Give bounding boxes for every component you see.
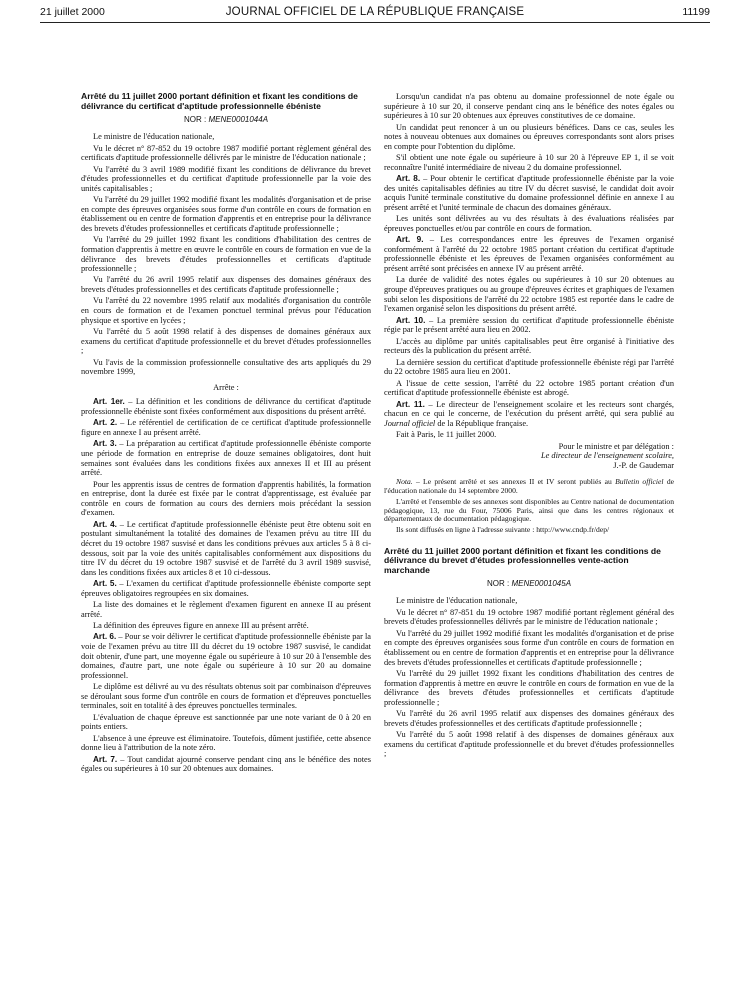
paragraph	[81, 713, 371, 732]
article-text: Les unités sont délivrées au vu des résultats à des évaluations réalisées par épreuves ponctuelles et/ou par contrôle en cours de formation.	[384, 214, 674, 233]
paragraph	[384, 123, 674, 152]
paragraph	[384, 214, 674, 233]
article-11: Art. 11. – Le directeur de l'enseignement scolaire et les recteurs sont chargés, chacun en ce qui le concerne, de l'exécution du présent arrêté, qui sera publié au Journal officiel de la République française.	[384, 399, 674, 428]
article-label: Art. 2.	[93, 418, 118, 428]
article-text: La définition des épreuves figure en annexe III au présent arrêté.	[93, 621, 309, 631]
article-text: S'il obtient une note égale ou supérieure à 10 sur 20 à l'épreuve EP 1, il se voit reconnaître l'unité intermédiaire de niveau 2 du domaine professionnel.	[384, 153, 674, 172]
article-label: Art. 8.	[396, 174, 421, 184]
article-label: Art. 4.	[93, 519, 117, 529]
article-text: L'accès au diplôme par unités capitalisables peut être organisé à l'initiative des recteurs dès la publication du présent arrêté.	[384, 336, 674, 356]
paragraph	[384, 174, 674, 212]
article-text: Lorsqu'un candidat n'a pas obtenu au domaine professionnel de note égale ou supérieure à 10 sur 20, il conserve pendant cinq ans le bénéfice des notes égales ou supérieures à 10 sur 20 obtenues aux épreuves constitutives de ce domaine.	[384, 92, 674, 121]
paragraph	[384, 275, 674, 313]
arrete-heading: Arrête :	[213, 382, 239, 392]
nota-online: Ils sont diffusés en ligne à l'adresse suivante : http://www.cndp.fr/dep/	[396, 524, 610, 534]
paragraph	[81, 600, 371, 619]
header-rule	[40, 22, 710, 23]
fait-a-paris: Fait à Paris, le 11 juillet 2000.	[396, 430, 497, 440]
paragraph	[81, 520, 371, 578]
paragraph: Le ministre de l'éducation nationale,	[93, 132, 215, 142]
page-header	[40, 6, 710, 22]
article-text: – Pour se voir délivrer le certificat d'aptitude professionnelle ébéniste par la voie de l'examen prévu au titre III du décret du 19 octobre 1987 susvisé, le candidat doit obtenir, d'une part, une moyenne égale ou supérieure à 10 sur 20 à l'ensemble des domaines, d'autre part, une note égale ou supérieure à 10 sur 20 au domaine professionnel.	[81, 632, 371, 680]
paragraph: Vu l'arrêté du 29 juillet 1992 modifié fixant les modalités d'organisation et de prise en compte des épreuves organisées sous forme d'un contrôle en cours de formation en établissement ou en centre de formation d'apprentis et en entreprise pour la délivrance des brevets d'études professionnelles et certificats d'aptitude professionnelle ;	[81, 195, 371, 233]
article-text: – Le certificat d'aptitude professionnelle ébéniste peut être obtenu soit en postulant simultanément la totalité des domaines de l'examen prévu au titre III du décret du 19 octobre 1987 susvisé et dans les conditions prévues aux articles 5 à 8 ci-dessous, soit par la voie des unités capitalisables conformément aux dispositions du titre IV du décret du 19 octobre 1987 susvisé et de l'arrêté du 3 avril 1989 susvisé, dans les conditions fixées aux articles 8 et 10 ci-dessous.	[81, 519, 371, 577]
paragraph	[384, 153, 674, 172]
paragraph: Vu l'arrêté du 26 avril 1995 relatif aux dispenses des domaines généraux des brevets d'études professionnelles et des certificats d'aptitude professionnelle ;	[81, 275, 371, 295]
article-text: L'évaluation de chaque épreuve est sanctionnée par une note variant de 0 à 20 en points entiers.	[81, 712, 371, 732]
paragraph: Vu l'arrêté du 22 novembre 1995 relatif aux modalités d'organisation du contrôle en cours de formation et de l'examen ponctuel terminal prévus pour l'éducation physique et sportive en lycées ;	[81, 296, 371, 325]
right-articles	[384, 92, 674, 398]
article-label: Art. 7.	[93, 754, 118, 764]
article-text: La durée de validité des notes égales ou supérieures à 10 sur 20 obtenues au groupe d'épreuves pratiques ou au groupe d'épreuves écrites et graphiques de l'examen subi selon les dispositions de l'arrêté du 22 octobre 1985 est reportée dans le cadre de l'examen organisé selon les dispositions du présent arrêté.	[384, 275, 674, 314]
paragraph	[81, 480, 371, 518]
article-text: – Tout candidat ajourné conserve pendant cinq ans le bénéfice des notes égales ou supérieures à 10 sur 20 obtenues aux domaines.	[81, 754, 371, 774]
article-text: Pour les apprentis issus de centres de formation d'apprentis habilités, la formation en entreprise, dont la durée est fixée par le contrat d'apprentissage, est évaluée par contrôle en cours de formation au cours des derniers mois précédant la session d'examen.	[81, 479, 371, 518]
signature-name: J.-P. de Gaudemar	[613, 460, 674, 470]
paragraph: Vu l'arrêté du 3 avril 1989 modifié fixant les conditions de délivrance du brevet d'études professionnelles et du certificat d'aptitude professionnelle par la voie des unités capitalisables ;	[81, 164, 371, 193]
article-label: Art. 10.	[396, 315, 426, 325]
paragraph	[81, 682, 371, 711]
article-text: – L'examen du certificat d'aptitude professionnelle ébéniste comporte sept épreuves obligatoires regroupées en six domaines.	[81, 579, 371, 598]
paragraph	[81, 579, 371, 598]
journal-title: JOURNAL OFFICIEL DE LA RÉPUBLIQUE FRANÇAISE	[225, 6, 525, 18]
nota: Nota. – Le présent arrêté et ses annexes II et IV seront publiés au Bulletin officiel de l'éducation nationale du 14 septembre 2000.	[384, 477, 674, 496]
paragraph: Le ministre de l'éducation nationale,	[396, 596, 518, 606]
article-text: – La préparation au certificat d'aptitude professionnelle ébéniste comporte une période de formation en entreprise de douze semaines obligatoires, dont huit semaines sont évaluées dans les conditions fixées aux annexes II et III au présent arrêté.	[81, 439, 371, 478]
article-text: Un candidat peut renoncer à un ou plusieurs bénéfices. Dans ce cas, seules les notes à nouveau obtenues aux domaines ou épreuves correspondants sont alors prises en compte pour l'obtention du diplôme.	[384, 122, 674, 151]
article-label: Art. 5.	[93, 579, 117, 589]
article-label: Art. 3.	[93, 439, 117, 449]
paragraph	[81, 397, 371, 416]
nota-availability: L'arrêté et l'ensemble de ses annexes sont disponibles au Centre national de documentation pédagogique, 13, rue du Four, 75006 Paris, ainsi que dans les centres régionaux et départementaux de documentation pédagogique.	[384, 496, 674, 524]
nor-reference-2: NOR : MENE0001045A	[486, 578, 572, 588]
nor-reference-1: NOR : MENE0001044A	[183, 114, 269, 124]
paragraph	[81, 734, 371, 753]
article-text: – La première session du certificat d'aptitude professionnelle ébéniste régie par le présent arrêté aura lieu en 2002.	[384, 315, 675, 335]
right-visas	[384, 596, 674, 758]
paragraph	[81, 418, 371, 437]
header-date: 21 juillet 2000	[40, 6, 105, 18]
paragraph	[384, 379, 674, 398]
article-text: A l'issue de cette session, l'arrêté du 22 octobre 1985 portant création d'un certificat d'aptitude professionnelle ébéniste est abrogé.	[384, 378, 674, 398]
left-visas	[81, 132, 371, 377]
right-column	[384, 92, 674, 761]
paragraph	[384, 316, 674, 335]
paragraph	[384, 337, 674, 356]
article-text: – Le référentiel de certification de ce certificat d'aptitude professionnelle figure en annexe I au présent arrêté.	[81, 418, 371, 437]
signature-line-2: Le directeur de l'enseignement scolaire,	[540, 451, 674, 461]
paragraph: Vu l'arrêté du 26 avril 1995 relatif aux dispenses des domaines généraux des brevets d'études professionnelles et des certificats d'aptitude professionnelle ;	[384, 709, 674, 728]
paragraph: Vu le décret n° 87-852 du 19 octobre 1987 modifié portant règlement général des certificats d'aptitude professionnelle délivrés par le ministre de l'éducation nationale ;	[81, 143, 371, 163]
paragraph	[384, 92, 674, 121]
paragraph	[81, 621, 371, 631]
article-text: La dernière session du certificat d'aptitude professionnelle ébéniste régi par l'arrêté du 22 octobre 1985 aura lieu en 2001.	[384, 357, 674, 377]
paragraph: Vu l'arrêté du 5 août 1998 relatif à des dispenses de domaines généraux aux examens du certificat d'aptitude professionnelle et du brevet d'études professionnelles ;	[81, 327, 371, 356]
paragraph: Vu l'arrêté du 5 août 1998 relatif à des dispenses de domaines généraux aux examens du certificat d'aptitude professionnelle et du brevet d'études professionnelles ;	[384, 730, 674, 759]
article-text: La liste des domaines et le règlement d'examen figurent en annexe II au présent arrêté.	[81, 600, 371, 619]
article-text: – La définition et les conditions de délivrance du certificat d'aptitude professionnelle ébéniste sont fixées conformément aux dispositions du présent arrêté.	[81, 397, 371, 416]
paragraph: Vu l'avis de la commission professionnelle consultative des arts appliqués du 29 novembre 1999,	[81, 357, 371, 377]
article-label: Art. 9.	[396, 235, 424, 245]
article-text: L'absence à une épreuve est éliminatoire. Toutefois, dûment justifiée, cette absence donne lieu à l'attribution de la note zéro.	[81, 733, 371, 753]
page-number: 11199	[682, 6, 710, 18]
article-label: Art. 1er.	[93, 397, 125, 407]
paragraph: Vu l'arrêté du 29 juillet 1992 modifié fixant les modalités d'organisation et de prise en compte des épreuves organisées sous forme d'un contrôle en cours de formation en établissement ou en centre de formation d'apprentis et en entreprise pour la délivrance des brevets d'études professionnelles et certificats d'aptitude professionnelle ;	[384, 628, 674, 667]
left-articles	[81, 397, 371, 774]
signature-line-1: Pour le ministre et par délégation :	[558, 441, 674, 451]
article-text: – Les correspondances entre les épreuves de l'examen organisé conformément à l'arrêté du 22 octobre 1985 portant création du certificat d'aptitude professionnelle ébéniste et les épreuves de l'examen organisées conformément au présent arrêté sont précisées en annexe IV au présent arrêté.	[384, 235, 674, 274]
left-column	[81, 92, 371, 776]
paragraph	[384, 235, 674, 273]
paragraph	[384, 358, 674, 377]
paragraph	[81, 439, 371, 477]
paragraph: Vu l'arrêté du 29 juillet 1992 fixant les conditions d'habilitation des centres de formation d'apprentis à mettre en œuvre le contrôle en cours de formation en vue de la délivrance des brevets d'études professionnelles et certificats d'aptitude professionnelle ;	[81, 235, 371, 274]
article-label: Art. 6.	[93, 632, 117, 642]
article-text: – Pour obtenir le certificat d'aptitude professionnelle ébéniste par la voie des unités capitalisables définies au titre IV du décret susvisé, le candidat doit avoir acquis l'unité terminale constitutive du domaine professionnel définie en annexe I au présent arrêté et l'unité terminale de chacun des domaines généraux.	[384, 174, 674, 212]
paragraph: Vu le décret n° 87-851 du 19 octobre 1987 modifié portant règlement général des brevets d'études professionnelles délivrés par le ministre de l'éducation nationale ;	[384, 607, 674, 627]
paragraph	[81, 755, 371, 774]
paragraph: Vu l'arrêté du 29 juillet 1992 fixant les conditions d'habilitation des centres de formation d'apprentis à mettre en œuvre le contrôle en cours de formation en vue de la délivrance des brevets d'études professionnelles et certificats d'aptitude professionnelle ;	[384, 669, 674, 707]
article-text: Le diplôme est délivré au vu des résultats obtenus soit par combinaison d'épreuves se déroulant sous forme d'un contrôle en cours de formation et d'épreuves ponctuelles terminales, soit en totalité à des épreuves ponctuelles terminales.	[81, 682, 371, 711]
paragraph	[81, 632, 371, 680]
decree-title-1: Arrêté du 11 juillet 2000 portant définition et fixant les conditions de délivrance du certificat d'aptitude professionnelle ébéniste	[81, 91, 358, 111]
decree-title-2: Arrêté du 11 juillet 2000 portant définition et fixant les conditions de délivrance du brevet d'études professionnelles vente-action marchande	[384, 545, 661, 576]
